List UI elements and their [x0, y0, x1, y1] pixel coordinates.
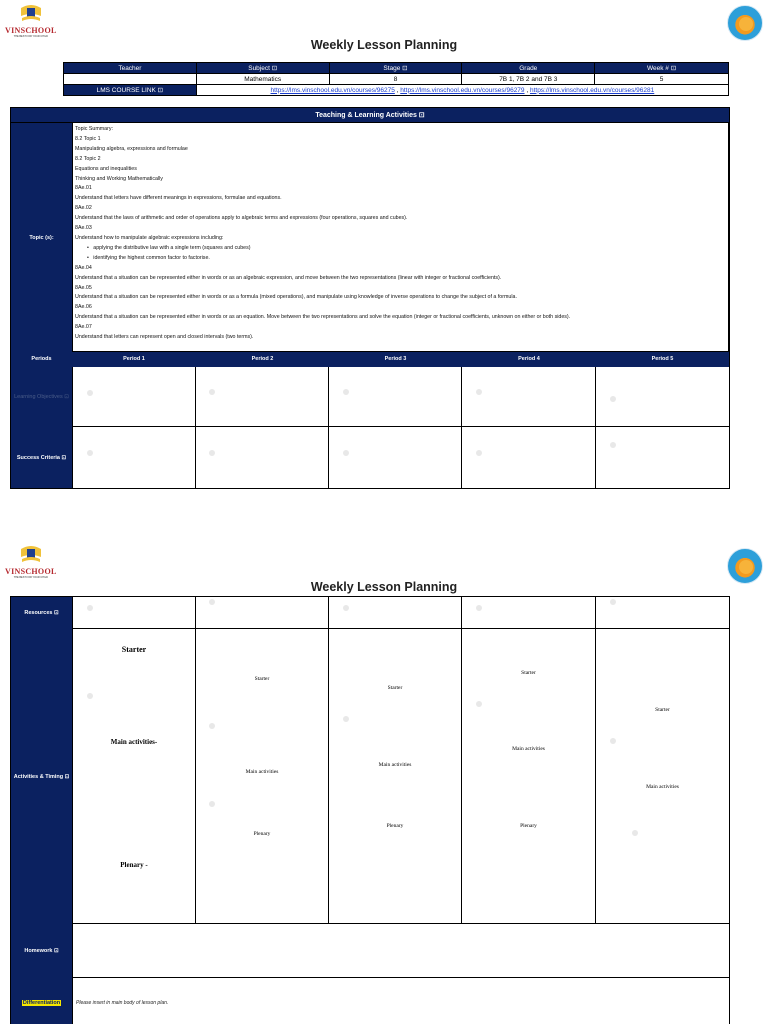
sc-period-3[interactable]	[329, 427, 462, 488]
p1-plenary: Plenary -	[120, 861, 148, 869]
period-3-heading: Period 3	[384, 356, 407, 362]
school-badge-icon	[727, 5, 763, 41]
differentiation-text: Please insert in main body of lesson plan.	[76, 1000, 169, 1006]
activities-period-4[interactable]	[462, 629, 596, 924]
p5-main-activities: Main activities	[646, 784, 679, 790]
homework-cell[interactable]	[72, 924, 729, 978]
lms-link-1[interactable]: https://lms.vinschool.edu.vn/courses/96275	[270, 86, 395, 94]
activities-heading: Teaching & Learning Activities ⊡	[11, 108, 729, 123]
resources-period-2[interactable]	[196, 597, 329, 629]
vinschool-logo: VINSCHOOL THE BEST FOR YOUR CHILD	[5, 4, 57, 38]
header-stage: Stage ⊡	[329, 63, 462, 74]
differentiation-cell[interactable]	[72, 978, 729, 1024]
header-teacher: Teacher	[64, 63, 197, 74]
lo-period-4[interactable]	[462, 367, 596, 427]
p2-main-activities: Main activities	[245, 769, 279, 775]
crest-icon	[18, 4, 44, 26]
lo-period-5[interactable]	[596, 367, 729, 427]
teacher-value[interactable]	[64, 74, 197, 85]
learning-objectives-label: Learning Objectives ⊡	[11, 367, 72, 427]
lms-link-2[interactable]: https://lms.vinschool.edu.vn/courses/96279	[400, 86, 525, 94]
header-week: Week # ⊡	[595, 63, 729, 74]
header-subject: Subject ⊡	[196, 63, 329, 74]
resources-period-4[interactable]	[462, 597, 596, 629]
lo-period-1[interactable]	[72, 367, 196, 427]
grade-value[interactable]: 7B 1, 7B 2 and 7B 3	[462, 74, 595, 85]
p4-main-activities: Main activities	[512, 746, 545, 752]
activities-period-2[interactable]	[196, 629, 329, 924]
subject-value[interactable]: Mathematics	[196, 74, 329, 85]
p4-plenary: Plenary	[520, 823, 537, 829]
periods-label: Periods	[31, 356, 52, 362]
p2-starter: Starter	[254, 676, 270, 682]
lesson-header-table	[63, 62, 729, 96]
crest-icon	[18, 545, 44, 567]
sc-period-5[interactable]	[596, 427, 729, 488]
lo-period-2[interactable]	[196, 367, 329, 427]
lms-links: https://lms.vinschool.edu.vn/courses/96275 , https://lms.vinschool.edu.vn/courses/96279 , https://lms.vinschool.edu.vn/courses/96281	[196, 85, 728, 96]
activities-period-5[interactable]	[596, 629, 729, 924]
week-value[interactable]: 5	[595, 74, 729, 85]
p4-starter: Starter	[521, 670, 536, 676]
resources-period-3[interactable]	[329, 597, 462, 629]
sc-period-1[interactable]	[72, 427, 196, 488]
period-5-heading: Period 5	[651, 356, 674, 362]
header-grade: Grade	[462, 63, 595, 74]
p3-plenary: Plenary	[386, 823, 404, 829]
p1-starter: Starter	[121, 645, 147, 654]
periods-row	[11, 352, 729, 367]
sc-period-4[interactable]	[462, 427, 596, 488]
page-2-title: Weekly Lesson Planning	[310, 580, 458, 594]
homework-label: Homework ⊡	[11, 924, 72, 978]
p5-starter: Starter	[655, 707, 670, 713]
lo-period-3[interactable]	[329, 367, 462, 427]
page-title: Weekly Lesson Planning	[310, 38, 458, 52]
p1-main-activities: Main activities-	[110, 738, 158, 746]
school-badge-icon	[727, 548, 763, 584]
activities-timing-label: Activities & Timing ⊡	[11, 629, 72, 924]
period-2-heading: Period 2	[251, 356, 274, 362]
lms-label: LMS COURSE LINK ⊡	[64, 85, 197, 96]
topic-text: Topic Summary: 8.2 Topic 1 Manipulating algebra, expressions and formulae 8.2 Topic 2 Equations and inequalities Thinking and Working Mathematically 8Ae.01 Understand that letters have different meanings in expressions, formulae and equations. 8Ae.02 Understand that the laws of arithmetic and order of operations apply to algebraic terms and expressions (four operations, squares and cubes). 8Ae.03 Understand how to manipulate algebraic expressions including: • applying the distributive law with a single term (squares and cubes) • identifying the highest common factor to factorise. 8Ae.04 Understand that a situation can be represented either in words or as an algebraic expression, and move between the two representations (linear with integer or fractional coefficients). 8Ae.05 Understand that a situation can be represented either in words or as a formula (mixed operations), and manipulate using knowledge of inverse operations to change the subject of a formula. 8Ae.06 Understand that a situation can be represented either in words or as an equation. Move between the two representations and solve the equation (integer or fractional coefficients, unknown on either or both sides). 8Ae.07 Understand that letters can represent open and closed intervals (two terms).	[75, 126, 571, 341]
resources-label: Resources ⊡	[11, 597, 72, 629]
activities-period-3[interactable]	[329, 629, 462, 924]
success-criteria-label: Success Criteria ⊡	[11, 427, 72, 488]
sc-period-2[interactable]	[196, 427, 329, 488]
activities-period-1[interactable]	[72, 629, 196, 924]
lms-link-3[interactable]: https://lms.vinschool.edu.vn/courses/96281	[529, 86, 655, 94]
period-4-heading: Period 4	[518, 356, 540, 362]
topic-bullet: • identifying the highest common factor to factorise.	[87, 254, 210, 261]
p2-plenary: Plenary	[253, 831, 271, 837]
differentiation-label: Differentiation	[11, 978, 72, 1024]
topic-label: Topic (s):	[11, 123, 72, 352]
activities-table-page-2	[10, 596, 730, 1024]
vinschool-logo-page-2: VINSCHOOL THE BEST FOR YOUR CHILD	[5, 545, 57, 579]
resources-period-1[interactable]	[72, 597, 196, 629]
activities-table	[10, 107, 730, 489]
topic-cell[interactable]	[72, 123, 729, 352]
period-1-heading: Period 1	[123, 356, 145, 362]
stage-value[interactable]: 8	[329, 74, 462, 85]
p3-starter: Starter	[387, 685, 403, 691]
topic-bullet: • applying the distributive law with a single term (squares and cubes)	[87, 244, 251, 251]
p3-main-activities: Main activities	[378, 762, 412, 768]
resources-period-5[interactable]	[596, 597, 729, 629]
